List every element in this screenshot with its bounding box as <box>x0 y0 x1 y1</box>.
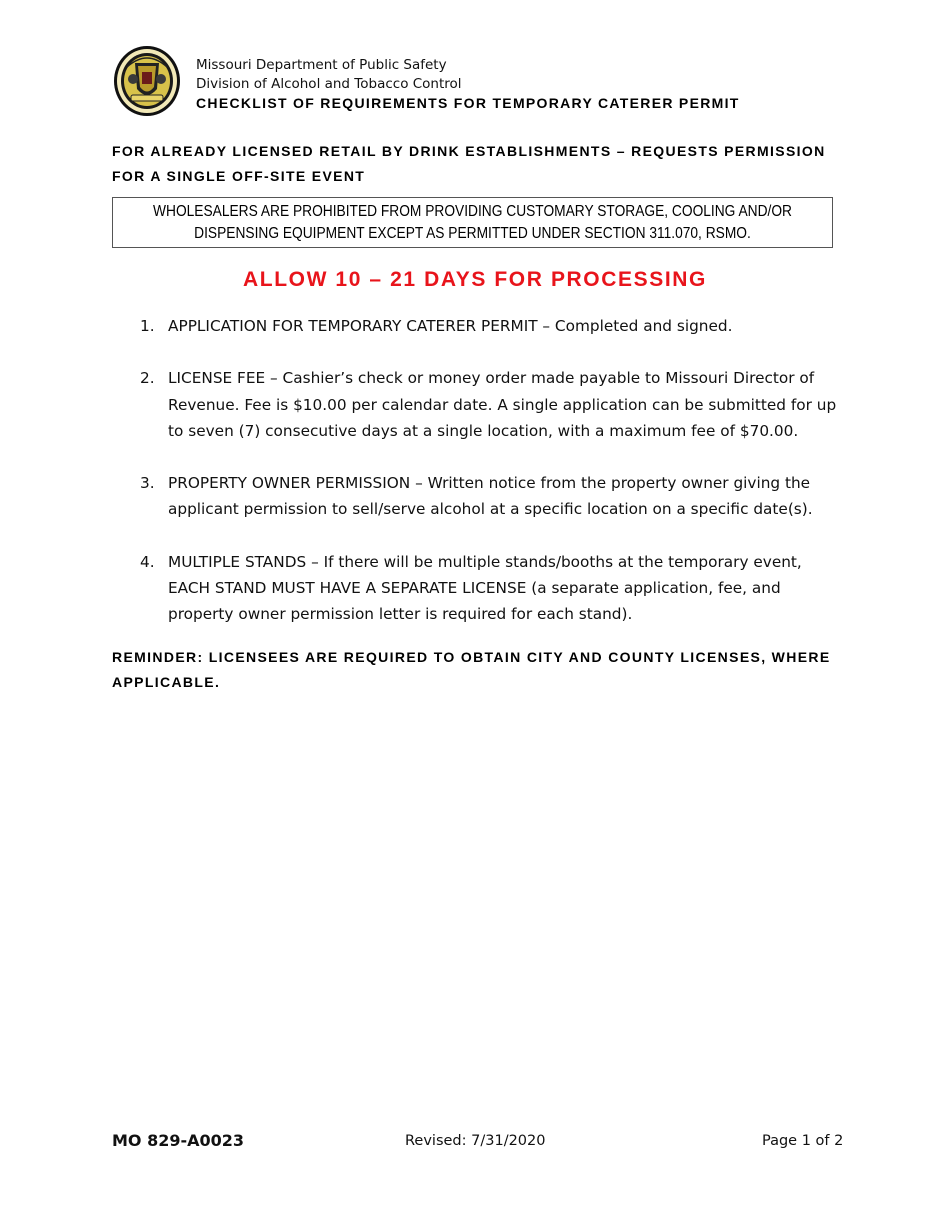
reminder-note: REMINDER: LICENSEES ARE REQUIRED TO OBTAIN CITY AND COUNTY LICENSES, WHERE APPLICABLE. <box>112 649 831 690</box>
wholesaler-notice-box <box>112 197 833 248</box>
header-block <box>196 56 740 113</box>
list-item <box>140 549 840 628</box>
list-item <box>140 470 840 523</box>
wholesaler-notice-text: WHOLESALERS ARE PROHIBITED FROM PROVIDING CUSTOMARY STORAGE, COOLING AND/OR DISPENSING EQUIPMENT EXCEPT AS PERMITTED UNDER SECTION 311.070, RSMO. <box>153 202 792 242</box>
list-item-text: MULTIPLE STANDS – If there will be multiple stands/booths at the temporary event, EACH STAND MUST HAVE A SEPARATE LICENSE (a separate application, fee, and property owner permission letter is required for each stand). <box>168 552 802 624</box>
list-item-number: 2. <box>140 369 155 388</box>
department-name: Missouri Department of Public Safety <box>196 57 447 73</box>
requirements-list <box>140 313 840 654</box>
list-item <box>140 313 840 339</box>
page-number: Page 1 of 2 <box>762 1133 844 1149</box>
list-item-number: 3. <box>140 474 155 493</box>
list-item-text: LICENSE FEE – Cashier’s check or money order made payable to Missouri Director of Revenue. Fee is $10.00 per calendar date. A single application can be submitted for up to seven (7) consecutive days at a single location, with a maximum fee of $70.00. <box>168 369 837 440</box>
form-number: MO 829-A0023 <box>112 1131 245 1150</box>
list-item-text: APPLICATION FOR TEMPORARY CATERER PERMIT – Completed and signed. <box>168 317 733 335</box>
document-title: CHECKLIST OF REQUIREMENTS FOR TEMPORARY CATERER PERMIT <box>196 95 740 111</box>
processing-time-banner: ALLOW 10 – 21 DAYS FOR PROCESSING <box>243 268 707 291</box>
subheading: FOR ALREADY LICENSED RETAIL BY DRINK ESTABLISHMENTS – REQUESTS PERMISSION FOR A SINGLE OFF-SITE EVENT <box>112 143 826 184</box>
list-item-number: 1. <box>140 317 155 335</box>
list-item-text: PROPERTY OWNER PERMISSION – Written notice from the property owner giving the applicant permission to sell/serve alcohol at a specific location on a specific date(s). <box>168 474 813 519</box>
revision-date: Revised: 7/31/2020 <box>405 1133 546 1149</box>
list-item-number: 4. <box>140 552 155 571</box>
list-item <box>140 365 840 444</box>
missouri-state-seal-icon <box>113 45 181 117</box>
division-name: Division of Alcohol and Tobacco Control <box>196 76 462 92</box>
